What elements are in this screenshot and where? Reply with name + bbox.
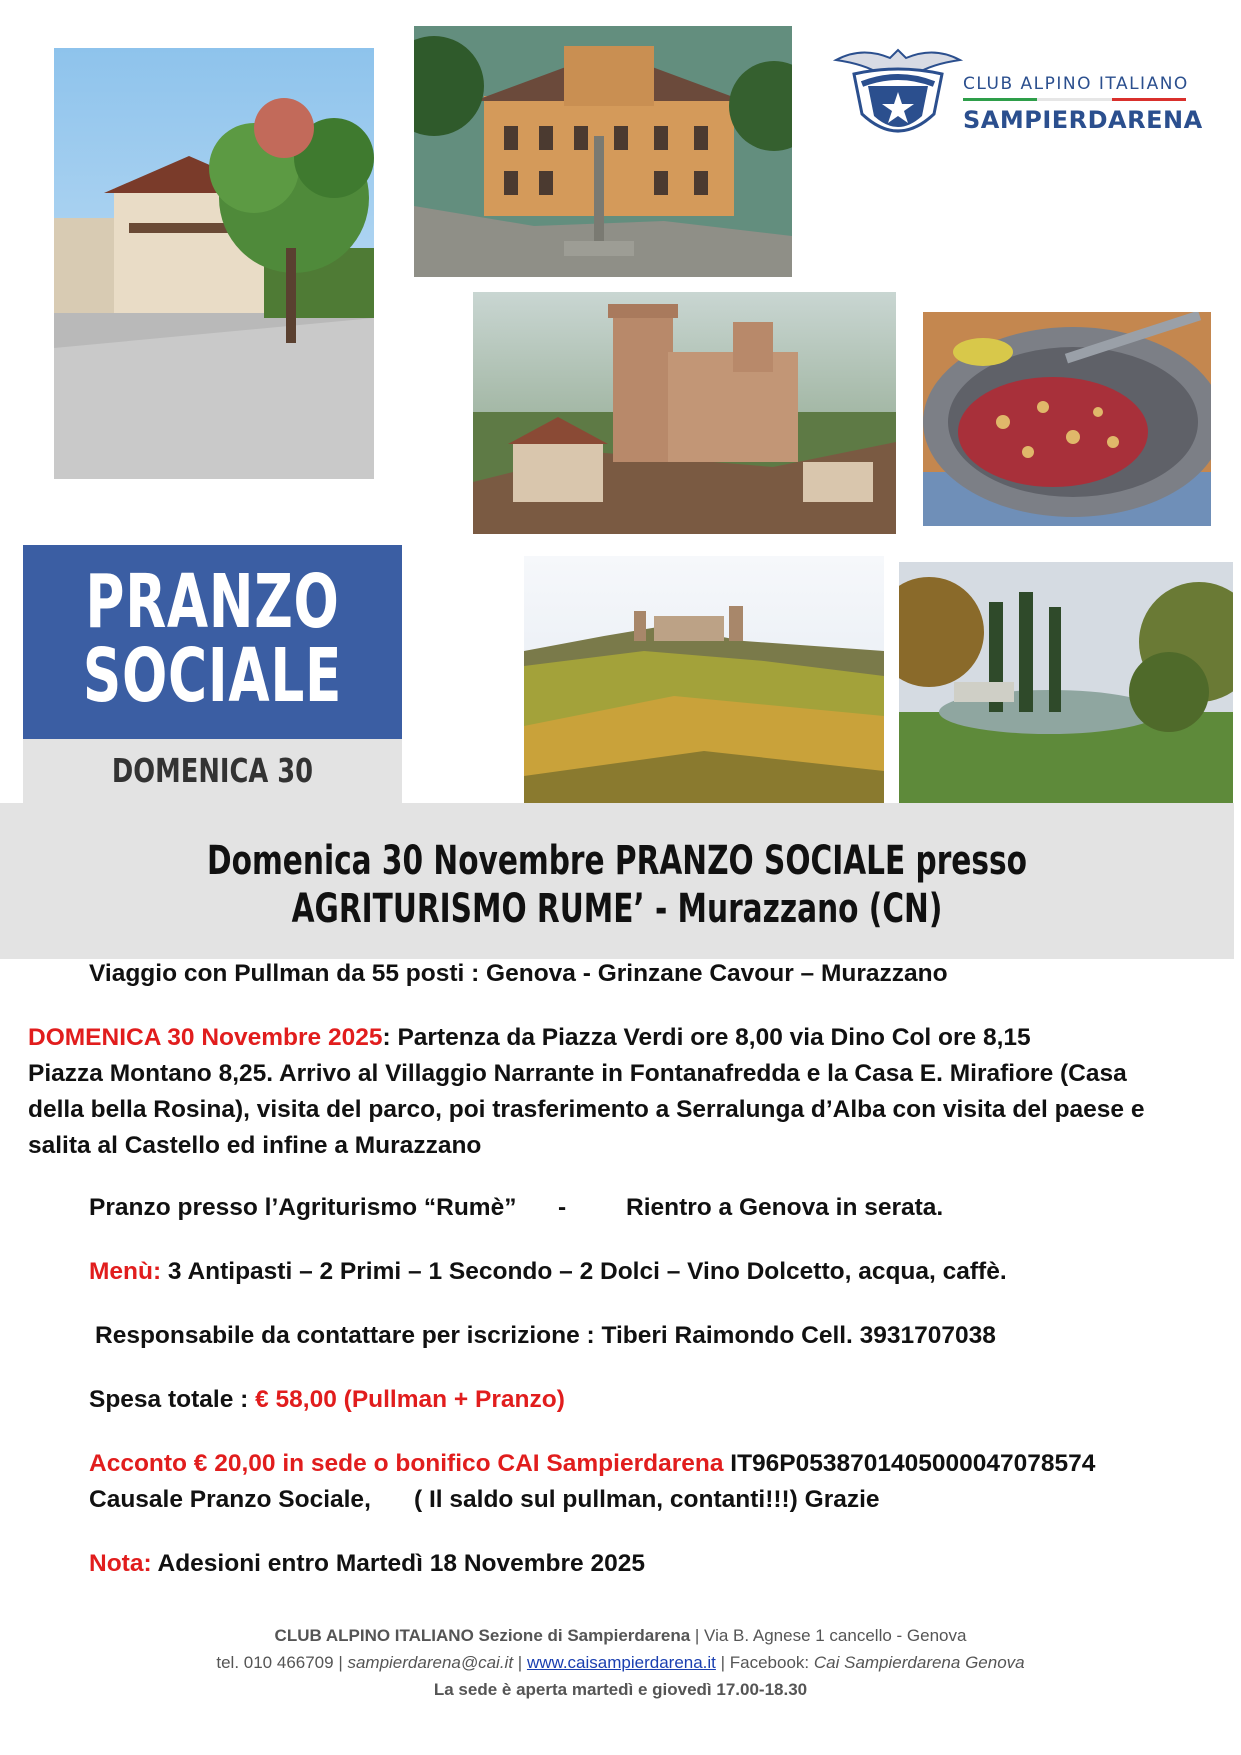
menu-line [89,1254,1007,1290]
cai-logo [832,40,1203,155]
footer-address: | Via B. Agnese 1 cancello - Genova [690,1626,967,1645]
event-banner [0,803,1234,959]
itinerary-line4: salita al Castello ed infine a Murazzano [28,1132,482,1159]
footer-facebook: Cai Sampierdarena Genova [813,1653,1025,1672]
photo-park [899,562,1233,810]
cost-line [89,1382,565,1418]
balance-note: ( Il saldo sul pullman, contanti!!!) Grazie [414,1486,880,1513]
cost-value: € 58,00 (Pullman + Pranzo) [255,1386,565,1413]
departure-date-label: DOMENICA 30 Novembre 2025 [28,1024,383,1051]
footer-line1 [0,1622,1241,1649]
eagle-emblem-icon [832,40,964,150]
footer-sep: | [513,1653,527,1672]
banner-line1: Domenica 30 Novembre PRANZO SOCIALE presso [207,838,1027,884]
photo-castle [473,292,896,534]
itinerary-line1 [28,1020,1031,1056]
title-box [23,545,402,739]
footer-org: CLUB ALPINO ITALIANO Sezione di Sampierdarena [274,1626,691,1645]
photo-villa [414,26,792,277]
cost-label: Spesa totale : [89,1386,256,1413]
travel-info: Viaggio con Pullman da 55 posti : Genova - Grinzane Cavour – Murazzano [89,960,948,987]
note-label: Nota: [89,1550,152,1577]
photo-food [923,312,1211,526]
footer-line2 [0,1649,1241,1676]
contact-info: Responsabile da contattare per iscrizione : Tiberi Raimondo Cell. 3931707038 [95,1322,996,1349]
causale-text: Causale Pranzo Sociale, [89,1486,371,1513]
note-line [89,1546,645,1582]
deposit-iban: IT96P0538701405000047078574 [723,1450,1096,1477]
footer-tel: tel. 010 466709 | [216,1653,348,1672]
lunch-separator: - [558,1194,567,1221]
menu-label: Menù: [89,1258,162,1285]
itinerary-line2: Piazza Montano 8,25. Arrivo al Villaggio Narrante in Fontanafredda e la Casa E. Mirafiore (Casa [28,1060,1127,1087]
departure-details: : Partenza da Piazza Verdi ore 8,00 via Dino Col ore 8,15 [382,1024,1031,1051]
photo-farmhouse [54,48,374,479]
deposit-text: Acconto € 20,00 in sede o bonifico CAI Sampierdarena [89,1450,724,1477]
event-date: DOMENICA 30 [111,751,314,790]
footer-hours: La sede è aperta martedì e giovedì 17.00-18.30 [433,1680,808,1699]
banner-line2: AGRITURISMO RUME’ - Murazzano (CN) [291,886,943,932]
logo-line1: CLUB ALPINO ITALIANO [963,74,1189,94]
footer-website-link[interactable]: www.caisampierdarena.it [526,1653,716,1672]
deposit-line [89,1446,1095,1482]
footer-facebook-label: | Facebook: [715,1653,814,1672]
title-line2: SOCIALE [82,633,343,719]
return-info: Rientro a Genova in serata. [626,1194,944,1221]
title-line1: PRANZO [85,559,340,645]
date-box [23,739,402,803]
itinerary-line3: della bella Rosina), visita del parco, poi trasferimento a Serralunga d’Alba con visita del paese e [28,1096,1145,1123]
menu-text: 3 Antipasti – 2 Primi – 1 Secondo – 2 Dolci – Vino Dolcetto, acqua, caffè. [161,1258,1007,1285]
note-text: Adesioni entro Martedì 18 Novembre 2025 [151,1550,645,1577]
footer [0,1622,1241,1703]
photo-vineyards [524,556,884,812]
italian-flag-stripe [963,98,1186,101]
lunch-info: Pranzo presso l’Agriturismo “Rumè” [89,1194,517,1221]
footer-email[interactable]: sampierdarena@cai.it [347,1653,514,1672]
logo-line2: SAMPIERDARENA [963,106,1203,134]
